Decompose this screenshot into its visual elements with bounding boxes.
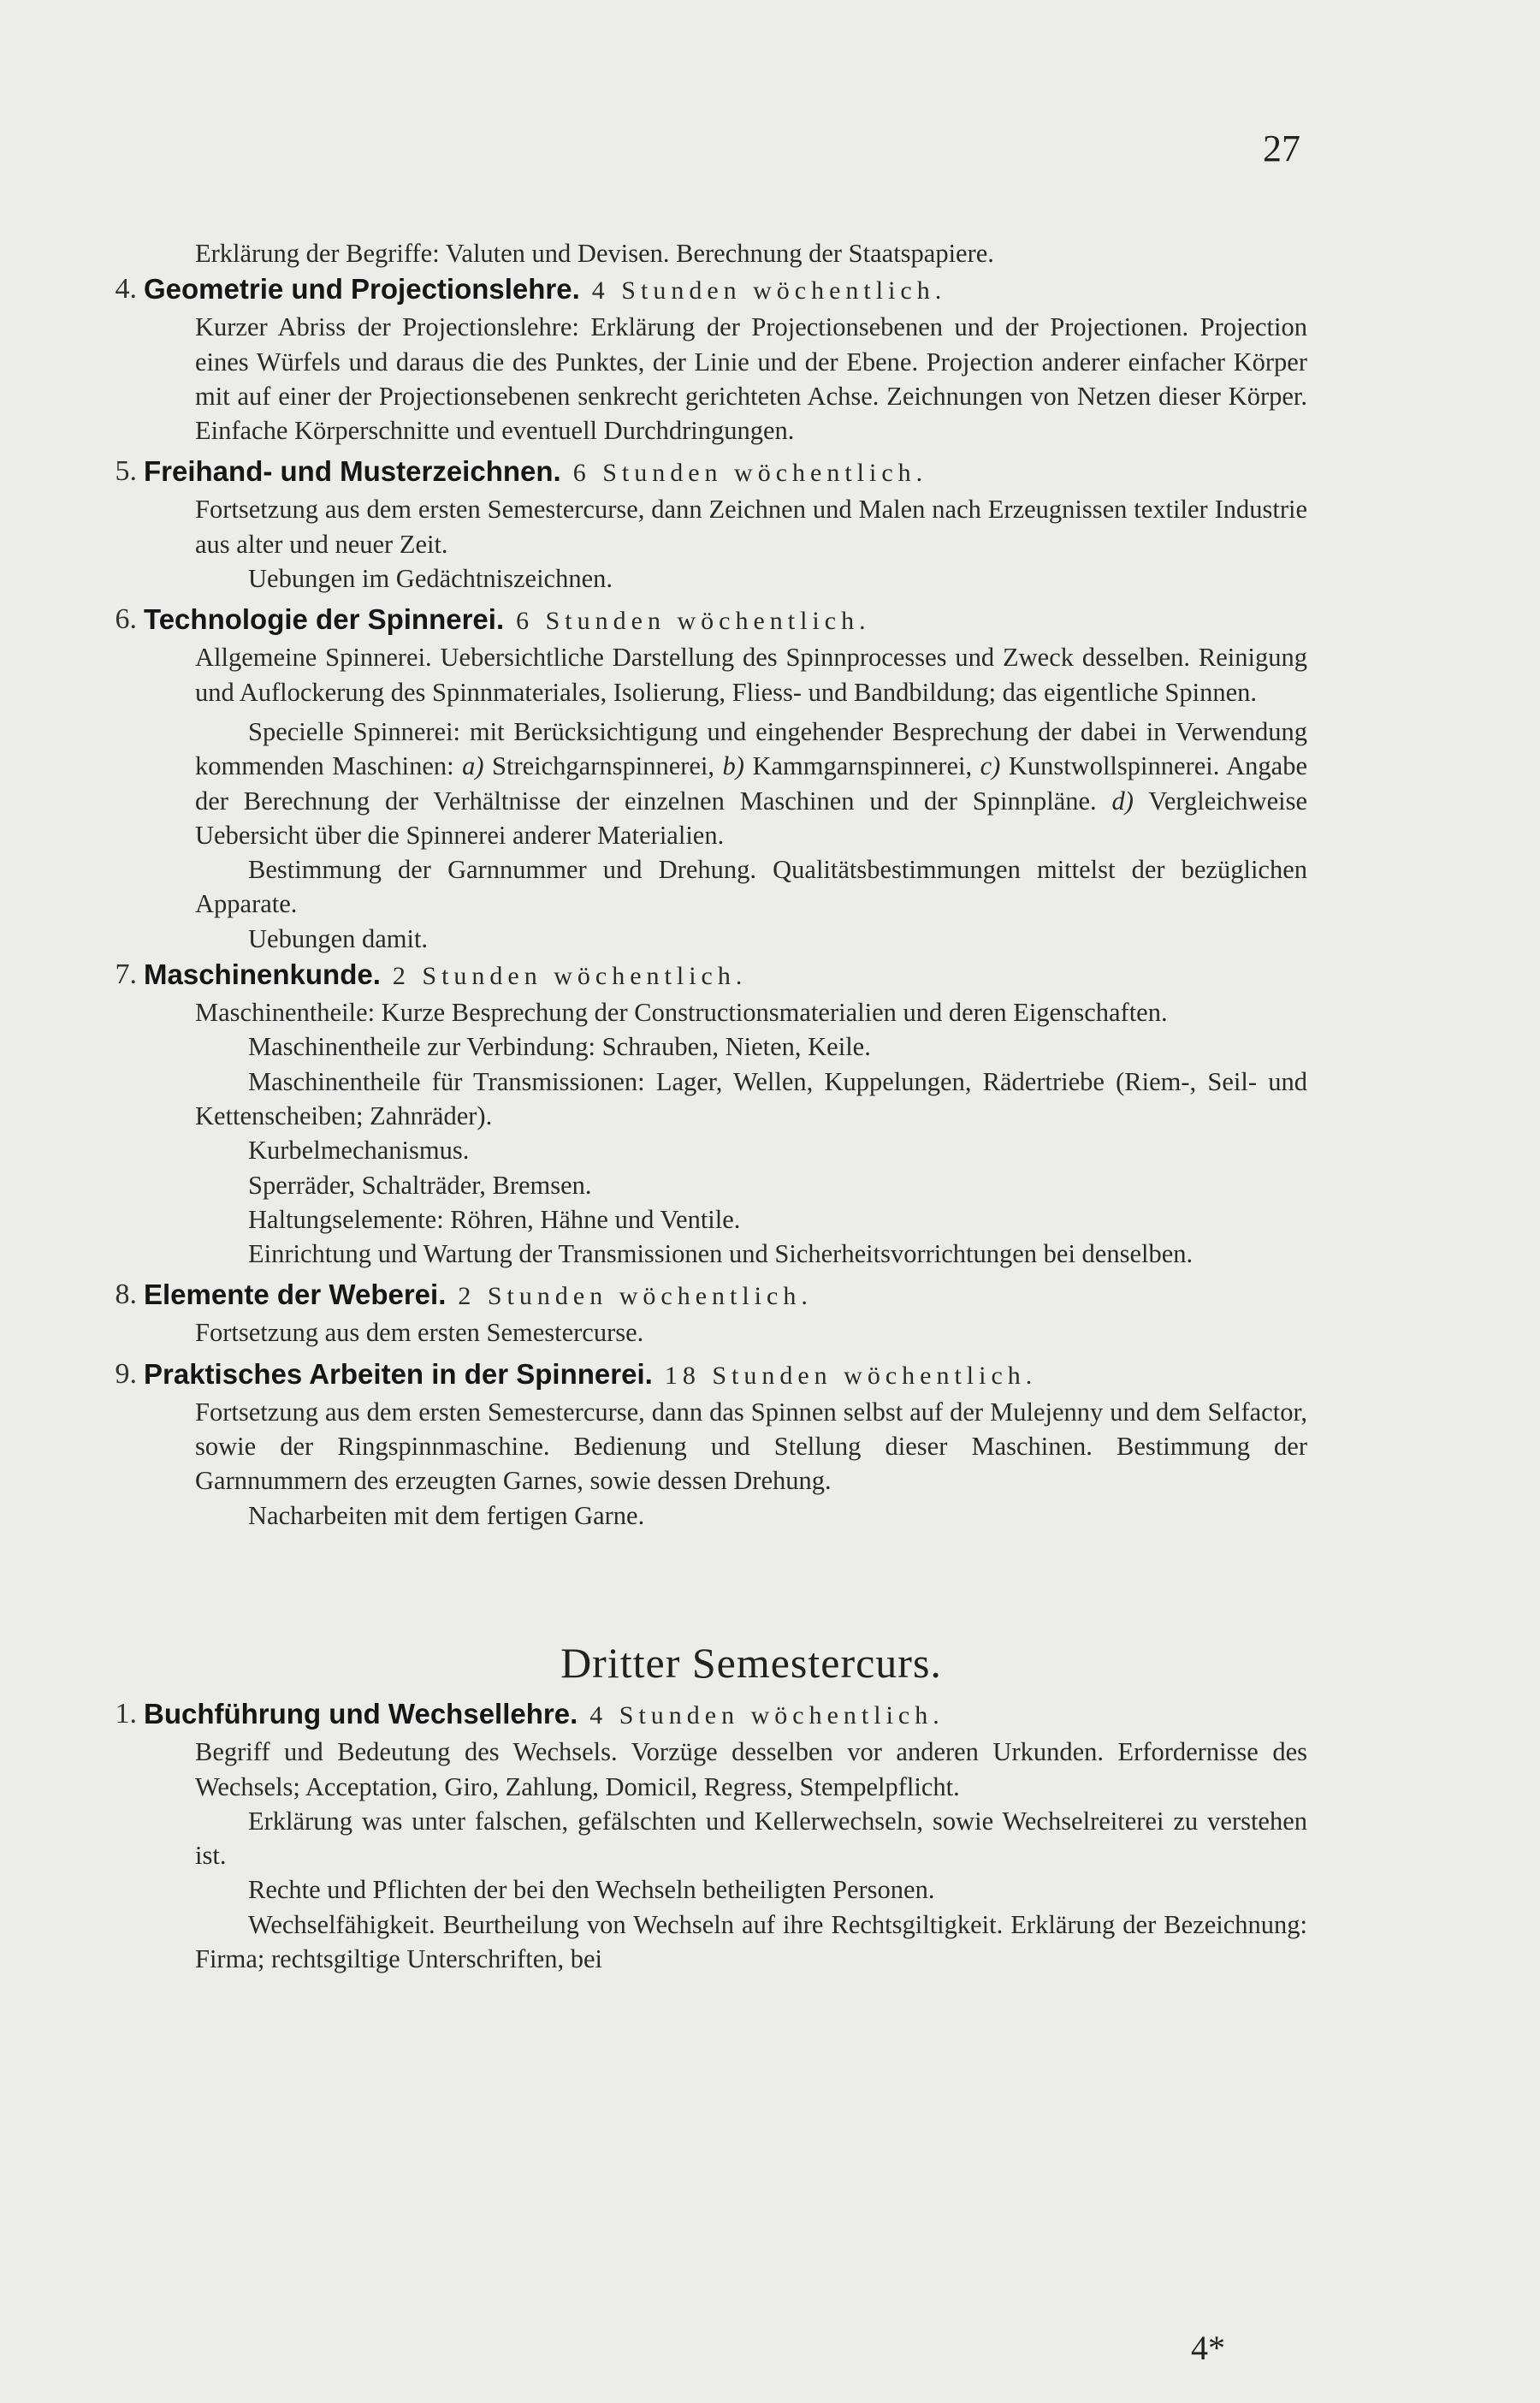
text-column [115, 236, 1308, 1976]
paragraph: Sperräder, Schalträder, Bremsen. [248, 1170, 592, 1200]
paragraph: Fortsetzung aus dem ersten Semestercurse, dann Zeichnen und Malen nach Erzeugnissen textiler Industrie aus alter und neuer Zeit. [195, 495, 1307, 559]
top-continuation: Erklärung der Begriffe: Valuten und Devisen. Berechnung der Staatspapiere. [195, 239, 994, 268]
paragraph: Einrichtung und Wartung der Transmissionen und Sicherheitsvorrichtungen bei denselben. [248, 1239, 1194, 1269]
paragraph: Begriff und Bedeutung des Wechsels. Vorzüge desselben vor anderen Urkunden. Erfordernisse des Wechsels; Acceptation, Giro, Zahlung, Domicil, Regress, Stempelpflicht. [195, 1737, 1307, 1801]
section-hours: 2 Stunden wöchentlich. [392, 962, 748, 991]
paragraph: Maschinentheile für Transmissionen: Lager, Wellen, Kuppelungen, Rädertriebe (Riem-, Seil- und Kettenscheiben; Zahnräder). [195, 1066, 1307, 1130]
sections-group-a [115, 270, 1307, 709]
section-number: 7. [115, 958, 137, 991]
section-heading [115, 956, 1307, 995]
section-heading [115, 453, 1307, 492]
section-heading [115, 270, 1307, 310]
paragraph: Wechselfähigkeit. Beurtheilung von Wechseln auf ihre Rechtsgiltigkeit. Erklärung der Bezeichnung: Firma; rechtsgiltige Unterschriften, bei [195, 1909, 1307, 1973]
section-hours: 4 Stunden wöchentlich. [591, 276, 947, 306]
section-title: Praktisches Arbeiten in der Spinnerei. [144, 1357, 653, 1390]
section-hours: 6 Stunden wöchentlich. [572, 459, 928, 488]
paragraph: Kurbelmechanismus. [248, 1136, 470, 1166]
section-number: 4. [115, 273, 137, 306]
page-number: 27 [1263, 128, 1300, 169]
paragraph: Kurzer Abriss der Projectionslehre: Erklärung der Projectionsebenen und der Projectionen. Projection eines Würfels und daraus die des Punktes, der Linie und der Ebene. Projection anderer einfacher Körper mit auf einer der Projectionsebenen senkrecht gerichteten Achse. Zeichnungen von Netzen dieser Körper. Einfache Körperschnitte und eventuell Durchdringungen. [195, 312, 1307, 446]
section [115, 1695, 1307, 1976]
section-heading [115, 1695, 1307, 1735]
section-number: 1. [115, 1698, 137, 1730]
section [115, 956, 1307, 1271]
section-hours: 4 Stunden wöchentlich. [589, 1701, 945, 1730]
section [115, 453, 1307, 596]
section-title: Technologie der Spinnerei. [144, 603, 505, 636]
paragraph: Bestimmung der Garnnummer und Drehung. Qualitätsbestimmungen mittelst der bezüglichen Apparate. [195, 855, 1307, 919]
section [115, 601, 1307, 709]
section [115, 1276, 1307, 1350]
paragraph: Allgemeine Spinnerei. Uebersichtliche Darstellung des Spinnprocesses und Zweck desselben. Reinigung und Auflockerung des Spinnmateriales, Isolierung, Fliess- und Bandbildung; das eigentliche Spinnen. [195, 643, 1307, 707]
paragraph: Rechte und Pflichten der bei den Wechseln betheiligten Personen. [248, 1875, 935, 1905]
section-heading [115, 1356, 1307, 1395]
section-heading [115, 601, 1307, 640]
sections-group-c [115, 1695, 1307, 1976]
section [115, 1356, 1307, 1533]
sections-group-b [115, 956, 1307, 1533]
section-hours: 2 Stunden wöchentlich. [458, 1282, 813, 1311]
section-title: Elemente der Weberei. [144, 1279, 447, 1311]
paragraph: Erklärung was unter falschen, gefälschten und Kellerwechseln, sowie Wechselreiterei zu verstehen ist. [195, 1806, 1307, 1871]
section [115, 270, 1307, 448]
paragraph: Uebungen damit. [248, 923, 429, 953]
paragraph: Haltungselemente: Röhren, Hähne und Ventile. [248, 1204, 741, 1234]
signature-mark: 4* [1191, 2329, 1225, 2367]
section-heading [115, 1276, 1307, 1315]
paragraph: Specielle Spinnerei: mit Berücksichtigung und eingehender Besprechung der dabei in Verwendung kommenden Maschinen: a) Streichgarnspinnerei, b) Kammgarnspinnerei, c) Kunstwollspinnerei. Angabe der Berechnung der Verhältnisse der einzelnen Maschinen und der Spinnpläne. d) Vergleichweise Uebersicht über die Spinnerei anderer Materialien. [195, 716, 1308, 850]
section-number: 8. [115, 1279, 137, 1311]
paragraph: Nacharbeiten mit dem fertigen Garne. [248, 1500, 645, 1530]
section-title: Maschinenkunde. [144, 958, 381, 991]
paragraph: Fortsetzung aus dem ersten Semestercurse. [195, 1318, 644, 1348]
section-hours: 6 Stunden wöchentlich. [516, 607, 871, 636]
section-number: 5. [115, 455, 137, 488]
section-number: 6. [115, 603, 137, 636]
section-title: Geometrie und Projectionslehre. [144, 273, 580, 306]
section-hours: 18 Stunden wöchentlich. [664, 1361, 1038, 1390]
paragraph: Fortsetzung aus dem ersten Semestercurse, dann das Spinnen selbst auf der Mulejenny und dem Selfactor, sowie der Ringspinnmaschine. Bedienung und Stellung dieser Maschinen. Bestimmung der Garnnummern des erzeugten Garnes, sowie dessen Drehung. [195, 1397, 1307, 1496]
section-title: Buchführung und Wechsellehre. [144, 1698, 578, 1730]
section-6-continued [195, 715, 1307, 956]
paragraph: Maschinentheile: Kurze Besprechung der Constructionsmaterialien und deren Eigenschaften. [195, 998, 1168, 1028]
section-title: Freihand- und Musterzeichnen. [144, 455, 561, 488]
paragraph: Uebungen im Gedächtniszeichnen. [248, 564, 613, 594]
part-heading: Dritter Semestercurs. [560, 1638, 942, 1687]
section-number: 9. [115, 1357, 137, 1390]
paragraph: Maschinentheile zur Verbindung: Schrauben, Nieten, Keile. [248, 1032, 871, 1062]
